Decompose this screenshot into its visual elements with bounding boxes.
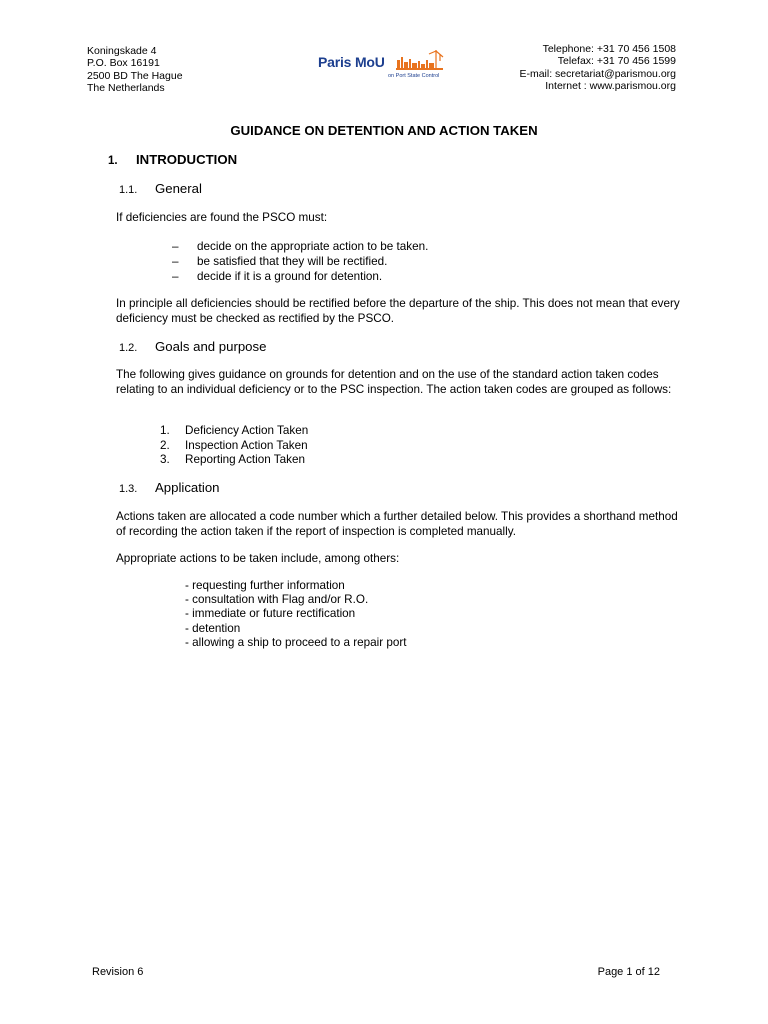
dash-marker: – (172, 240, 179, 253)
harbour-crane-skyline-icon (396, 48, 444, 74)
list-item (172, 239, 428, 254)
address-line: 2500 BD The Hague (87, 69, 183, 82)
list-item-text: Inspection Action Taken (185, 438, 308, 452)
dash-marker: – (172, 255, 179, 268)
address-line: Koningskade 4 (87, 45, 157, 57)
telefax: Telefax: +31 70 456 1599 (557, 55, 676, 68)
list-item-text: Reporting Action Taken (185, 453, 305, 467)
appropriate-actions-list (185, 579, 407, 650)
sender-address (87, 45, 183, 95)
paragraph: The following gives guidance on grounds for detention and on the use of the standard action taken codes relating to an individual deficiency or to the PSC inspection. The action taken codes are grouped as follows: (116, 368, 672, 396)
list-item: - immediate or future rectification (185, 607, 356, 621)
subsection-heading-goals-and-purpose (119, 339, 266, 354)
list-item (172, 269, 428, 284)
dash-marker: – (172, 270, 179, 283)
list-item-text: be satisfied that they will be rectified. (197, 255, 388, 268)
list-item (160, 453, 308, 468)
website: Internet : www.parismou.org (545, 80, 676, 93)
list-item: - allowing a ship to proceed to a repair port (185, 635, 407, 649)
action-codes-list (160, 424, 308, 468)
paris-mou-logo (318, 48, 444, 82)
subsection-number: 1.1. (119, 184, 138, 196)
address-line: The Netherlands (87, 82, 165, 95)
list-item-text: Deficiency Action Taken (185, 424, 309, 437)
section-heading-introduction (108, 152, 237, 167)
subsection-number: 1.3. (119, 483, 138, 495)
subsection-title: General (155, 181, 202, 196)
list-item (172, 254, 428, 269)
paragraph: Actions taken are allocated a code number which a further detailed below. This provides a shorthand method of recording the action taken if the report of inspection is completed manually. (116, 510, 678, 538)
document-title: GUIDANCE ON DETENTION AND ACTION TAKEN (230, 123, 538, 138)
list-item-text: decide on the appropriate action to be taken. (197, 240, 429, 253)
revision-label: Revision 6 (92, 966, 144, 978)
section-title: INTRODUCTION (136, 152, 238, 167)
email: E-mail: secretariat@parismou.org (519, 67, 676, 80)
list-number: 3. (160, 453, 170, 467)
subsection-heading-general (119, 181, 202, 196)
list-item (160, 424, 308, 439)
page-number: Page 1 of 12 (597, 966, 660, 978)
subsection-number: 1.2. (119, 342, 138, 354)
paragraph: Appropriate actions to be taken include, among others: (116, 552, 400, 565)
telephone: Telephone: +31 70 456 1508 (542, 43, 676, 55)
list-item: - consultation with Flag and/or R.O. (185, 593, 369, 607)
logo-name: Paris MoU (318, 54, 385, 70)
contact-details (519, 43, 676, 93)
subsection-heading-application (119, 480, 220, 495)
list-number: 2. (160, 438, 170, 452)
list-item-text: decide if it is a ground for detention. (197, 270, 383, 283)
psco-duties-list (172, 239, 428, 284)
subsection-title: Goals and purpose (155, 339, 267, 354)
list-item (160, 439, 308, 454)
subsection-title: Application (155, 480, 220, 495)
logo-tagline: on Port State Control (388, 73, 440, 79)
list-number: 1. (160, 424, 170, 437)
paragraph: If deficiencies are found the PSCO must: (116, 211, 328, 224)
paragraph: In principle all deficiencies should be rectified before the departure of the ship. This does not mean that every deficiency must be checked as rectified by the PSCO. (116, 297, 680, 325)
list-item: - detention (185, 621, 241, 635)
address-line: P.O. Box 16191 (87, 57, 160, 70)
list-item: - requesting further information (185, 579, 345, 592)
section-number: 1. (108, 155, 118, 167)
